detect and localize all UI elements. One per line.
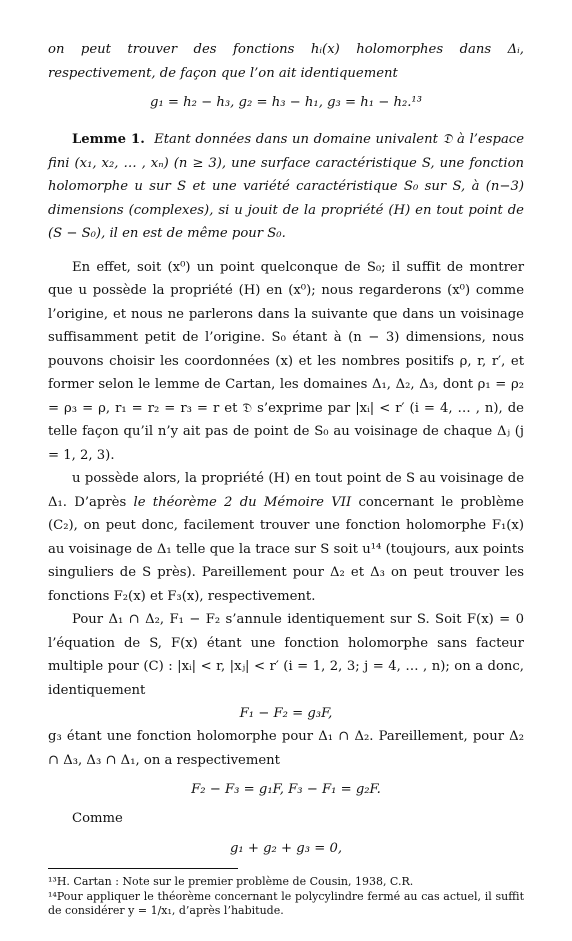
proof-paragraph-2-a: u possède alors, la propriété (H) en tout point de S au voisinage de Δ₁. D’après	[48, 471, 524, 510]
page-body	[48, 38, 524, 860]
equation-f1-f2: F₁ − F₂ = g₃F,	[239, 706, 333, 721]
equation-f2-f3: F₂ − F₃ = g₁F, F₃ − F₁ = g₂F.	[191, 782, 381, 797]
comme-text: Comme	[72, 811, 123, 826]
intro-text: on peut trouver des fonctions hᵢ(x) holomorphes dans Δᵢ, respectivement, de façon que l’on ait identiquement	[48, 42, 524, 81]
footnote-13: ¹³H. Cartan : Note sur le premier problème de Cousin, 1938, C.R.	[48, 875, 414, 888]
proof-paragraph-3: Pour Δ₁ ∩ Δ₂, F₁ − F₂ s’annule identiquement sur S. Soit F(x) = 0 l’équation de S, F(x) étant une fonction holomorphe sans facteur multiple pour (C) : |xᵢ| < r, |xⱼ| < r′ (i = 1, 2, 3; j = 4, … , n); on a donc, identiquement	[48, 612, 524, 698]
lemma-paragraph	[48, 128, 524, 246]
proof-paragraph-4: g₃ étant une fonction holomorphe pour Δ₁ ∩ Δ₂. Pareillement, pour Δ₂ ∩ Δ₃, Δ₃ ∩ Δ₁, on a respectivement	[48, 729, 524, 768]
proof-paragraph-1: En effet, soit (x⁰) un point quelconque de S₀; il suffit de montrer que u possède la propriété (H) en (x⁰); nous regarderons (x⁰) comme l’origine, et nous ne parlerons dans la suivante que dans un voisinage suffisamment petit de l’origine. S₀ étant à (n − 3) dimensions, nous pouvons choisir les coordonnées (x) et les nombres positifs ρ, r, r′, et former selon le lemme de Cartan, les domaines Δ₁, Δ₂, Δ₃, dont ρ₁ = ρ₂ = ρ₃ = ρ, r₁ = r₂ = r₃ = r et 𝔇 s’exprime par |xᵢ| < r′ (i = 4, … , n), de telle façon qu’il n’y ait pas de point de S₀ au voisinage de chaque Δⱼ (j = 1, 2, 3).	[48, 259, 524, 463]
footnote-rule	[48, 868, 238, 869]
footnote-14: ¹⁴Pour appliquer le théorème concernant le polycylindre fermé au cas actuel, il suffit de considérer y = 1/x₁, d’après l’habitude.	[48, 890, 524, 917]
equation-sum-g: g₁ + g₂ + g₃ = 0,	[229, 840, 343, 856]
lemma-label: Lemme 1.	[72, 132, 145, 147]
proof-paragraph-2-b: concernant le problème (C₂), on peut donc, facilement trouver une fonction holomorphe F₁(x) au voisinage de Δ₁ telle que la trace sur S soit u¹⁴ (toujours, aux points singuliers de S près). Pareillement pour Δ₂ et Δ₃ on peut trouver les fonctions F₂(x) et F₃(x), respectivement.	[48, 494, 524, 604]
equation-g: g₁ = h₂ − h₃, g₂ = h₃ − h₁, g₃ = h₁ − h₂.¹³	[150, 95, 422, 110]
lemma-statement: Etant données dans un domaine univalent 𝔇 à l’espace fini (x₁, x₂, … , xₙ) (n ≥ 3), une surface caractéristique S, une fonction holomorphe u sur S et une variété caractéristique S₀ sur S, à (n−3) dimensions (complexes), si u jouit de la propriété (H) en tout point de (S − S₀), il en est de même pour S₀.	[48, 132, 524, 241]
theorem-reference: le théorème 2 du Mémoire VII	[133, 494, 352, 510]
proof-paragraph-2	[48, 467, 524, 608]
